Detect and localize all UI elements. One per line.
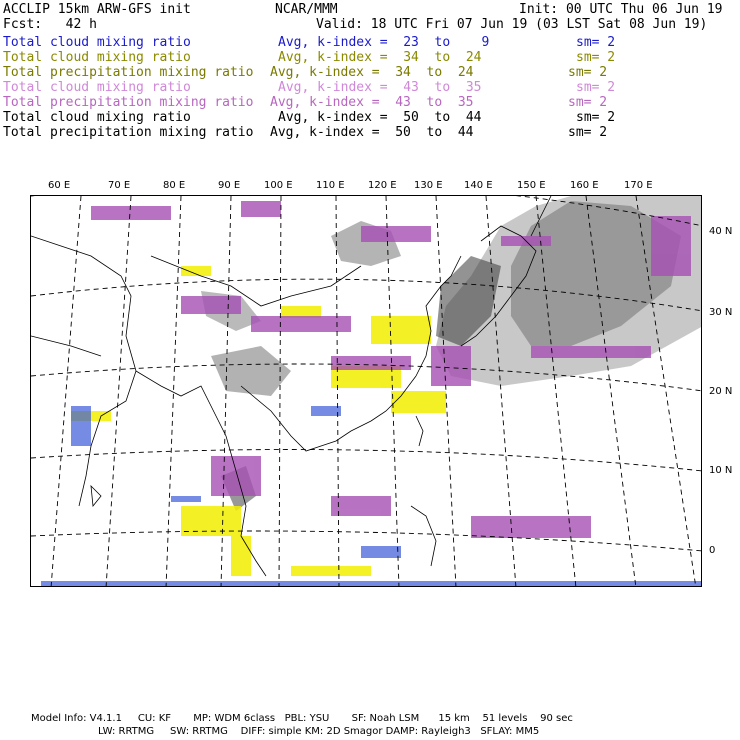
lon-label: 90 E (218, 180, 241, 191)
legend-field: Total precipitation mixing ratio (3, 65, 254, 80)
legend-avg: Avg, k-index = 43 to 35 (278, 80, 482, 95)
lat-label: 10 N (709, 465, 733, 476)
lon-label: 80 E (163, 180, 186, 191)
cloud-shading-yellow (71, 266, 446, 576)
legend-field: Total cloud mixing ratio (3, 110, 191, 125)
legend-avg: Avg, k-index = 34 to 24 (278, 50, 482, 65)
legend-avg: Avg, k-index = 43 to 35 (270, 95, 474, 110)
center-title: NCAR/MMM (275, 2, 338, 17)
lon-label: 120 E (368, 180, 397, 191)
legend-field: Total cloud mixing ratio (3, 35, 191, 50)
lon-label: 130 E (414, 180, 443, 191)
lat-label: 40 N (709, 226, 733, 237)
model-title: ACCLIP 15km ARW-GFS init (3, 2, 191, 17)
valid-time: Valid: 18 UTC Fri 07 Jun 19 (03 LST Sat 08 Jun 19) (316, 17, 708, 32)
legend-sm: sm= 2 (568, 95, 608, 110)
legend-avg: Avg, k-index = 50 to 44 (278, 110, 482, 125)
legend-field: Total precipitation mixing ratio (3, 125, 254, 140)
lon-label: 160 E (570, 180, 599, 191)
lat-label: 0 (709, 545, 716, 556)
lon-label: 170 E (624, 180, 653, 191)
lon-label: 150 E (517, 180, 546, 191)
legend-sm: sm= 2 (576, 35, 616, 50)
legend-sm: sm= 2 (576, 80, 616, 95)
lat-label: 30 N (709, 307, 733, 318)
legend-field: Total cloud mixing ratio (3, 80, 191, 95)
legend-sm: sm= 2 (568, 125, 608, 140)
legend-field: Total precipitation mixing ratio (3, 95, 254, 110)
lon-label: 140 E (464, 180, 493, 191)
init-time: Init: 00 UTC Thu 06 Jun 19 (519, 2, 723, 17)
legend-avg: Avg, k-index = 50 to 44 (270, 125, 474, 140)
legend-field: Total cloud mixing ratio (3, 50, 191, 65)
model-info-line2: LW: RRTMG SW: RRTMG DIFF: simple KM: 2D Smagor DAMP: Rayleigh3 SFLAY: MM5 (98, 726, 540, 737)
legend-avg: Avg, k-index = 34 to 24 (270, 65, 474, 80)
legend-avg: Avg, k-index = 23 to 9 (278, 35, 490, 50)
legend-sm: sm= 2 (576, 110, 616, 125)
model-info-line1: Model Info: V4.1.1 CU: KF MP: WDM 6class PBL: YSU SF: Noah LSM 15 km 51 levels 90 sec (31, 713, 573, 724)
map-panel (30, 195, 702, 587)
lon-label: 100 E (264, 180, 293, 191)
map-canvas (31, 196, 702, 587)
forecast-hour: Fcst: 42 h (3, 17, 97, 32)
legend-sm: sm= 2 (576, 50, 616, 65)
lon-label: 60 E (48, 180, 71, 191)
lon-label: 70 E (108, 180, 131, 191)
lon-label: 110 E (316, 180, 345, 191)
legend-sm: sm= 2 (568, 65, 608, 80)
lat-label: 20 N (709, 386, 733, 397)
